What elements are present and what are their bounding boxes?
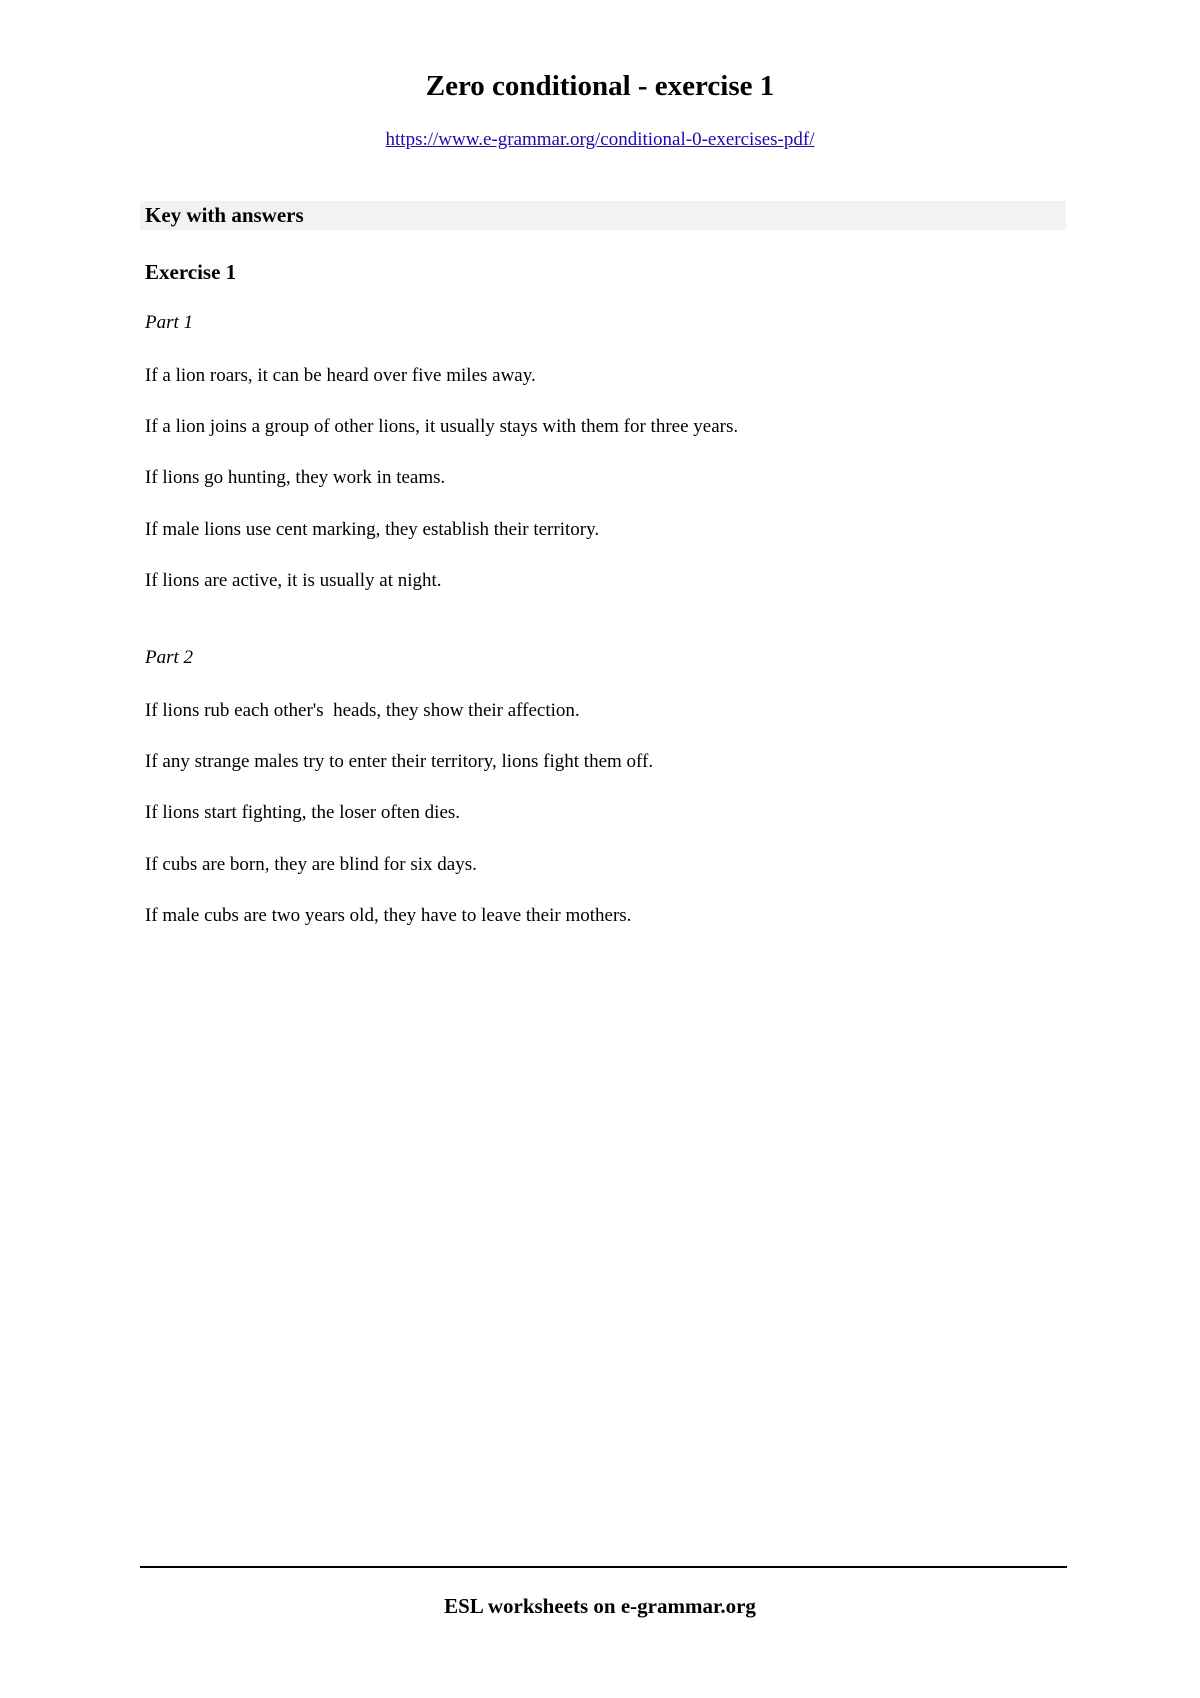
source-link[interactable]: https://www.e-grammar.org/conditional-0-exercises-pdf/ <box>385 129 815 150</box>
part-1-answer: If a lion joins a group of other lions, it usually stays with them for three years. <box>145 416 739 437</box>
part-1-heading: Part 1 <box>145 312 194 333</box>
key-with-answers-label: Key with answers <box>145 203 304 227</box>
page-title: Zero conditional - exercise 1 <box>425 70 775 102</box>
part-2-answer: If male cubs are two years old, they have to leave their mothers. <box>145 905 632 926</box>
part-1-answer: If lions go hunting, they work in teams. <box>145 467 446 488</box>
part-2-answer: If any strange males try to enter their territory, lions fight them off. <box>145 751 654 772</box>
part-2-answer: If cubs are born, they are blind for six days. <box>145 854 477 875</box>
part-2-heading: Part 2 <box>145 647 194 668</box>
part-2-answer: If lions start fighting, the loser often dies. <box>145 802 461 823</box>
footer-divider <box>140 1566 1067 1568</box>
part-2-answer: If lions rub each other's heads, they show their affection. <box>145 700 580 721</box>
exercise-heading: Exercise 1 <box>145 260 237 284</box>
part-1-answer: If lions are active, it is usually at night. <box>145 570 442 591</box>
key-with-answers-banner <box>140 201 1066 230</box>
part-1-answer: If a lion roars, it can be heard over five miles away. <box>145 365 536 386</box>
footer-text: ESL worksheets on e-grammar.org <box>444 1594 756 1618</box>
part-1-answer: If male lions use cent marking, they establish their territory. <box>145 519 600 540</box>
